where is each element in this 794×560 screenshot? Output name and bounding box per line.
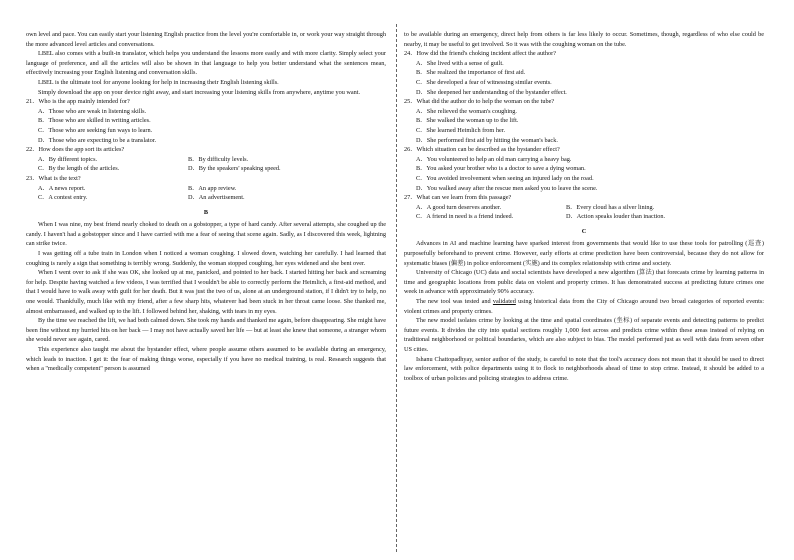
passage-c-paragraph: The new model isolates crime by looking at the time and spatial coordinates (坐标) of separate events and detecting patterns to predict future events. It divides the city into spatial sections roughly 1,000 feet across and predicts crime within these areas instead of relying on traditional neighborhood or political boundaries, which are also subject to bias. The model performed just as well with data from seven other US cities. [404,317,764,353]
question-22-option-c: C．By the length of the articles. [38,165,120,173]
question-26-option-a: A．You volunteered to help an old man carrying a heavy bag. [416,155,572,163]
passage-b-paragraph: By the time we reached the lift, we had both calmed down. She took my hands and thanked me again, before disappearing. She might have been fine without my hurried hits on her back — I may not have actually saved her life — but at least she knew that someone, a stranger whom she would never see again, cared. [26,317,386,344]
text-fragment: The new tool was tested and [416,298,493,306]
question-23-option-b: B．An app review. [188,184,237,192]
question-24-option-b: B．She realized the importance of first aid. [416,69,526,77]
passage-b-paragraph: This experience also taught me about the bystander effect, where people assume others assumed to be available during an emergency, which leads to inaction. I get it: the fear of making things worse, especially if you have no medical training, is real. Research suggests that when a "medically competent" person is assumed [26,346,386,373]
passage-a-paragraph: Simply download the app on your device right away, and start increasing your listening skills from anywhere, anytime you want. [38,88,361,96]
question-27-option-a: A．A good turn deserves another. [416,203,502,211]
question-21-option-c: C．Those who are seeking fun ways to learn. [38,126,153,134]
question-22-stem: 22．How does the app sort its articles? [26,146,125,154]
question-24-option-a: A．She lived with a sense of guilt. [416,59,504,67]
question-21-option-d: D．Those who are expecting to be a translator. [38,136,157,144]
question-26-option-d: D．You walked away after the rescue men asked you to leave the scene. [416,184,598,192]
question-22-option-b: B．By difficulty levels. [188,155,249,163]
question-22-option-a: A．By different topics. [38,155,98,163]
question-27-option-c: C．A friend in need is a friend indeed. [416,213,514,221]
question-26-stem: 26．Which situation can be described as the bystander effect? [404,146,560,154]
question-25-option-c: C．She learned Heimlich from her. [416,126,506,134]
question-27-options [404,203,764,222]
question-25-option-d: D．She performed first aid by hitting the woman's back. [416,136,558,144]
passage-b-paragraph: When I was nine, my best friend nearly choked to death on a gobstopper, a type of hard candy. After several attempts, she coughed up the candy. I haven't had a gobstopper since and I have carried with me a fear of seeing that scene again. Sadly, as I discovered this week, lightning can strike twice. [26,221,386,248]
question-23-options [26,184,386,203]
right-column [404,30,764,383]
question-26-option-c: C．You avoided involvement when seeing an injured lady on the road. [416,174,594,182]
question-26-option-b: B．You asked your brother who is a doctor to save a dying woman. [416,165,586,173]
question-23-option-a: A．A news report. [38,184,86,192]
passage-c-paragraph-validated [404,297,764,316]
question-27-option-b: B．Every cloud has a silver lining. [566,203,655,211]
question-22-options [26,155,386,174]
question-25-option-b: B．She walked the woman up to the lift. [416,117,519,125]
question-27-option-d: D．Action speaks louder than inaction. [566,213,666,221]
passage-b-paragraph: I was getting off a tube train in London when I noticed a woman coughing. I slowed down, watching her carefully. I had learned that coughing is rarely a sign that something is terribly wrong. Suddenly, the woman stopped coughing, her eyes widened and she bent over. [26,250,386,267]
question-21-option-a: A．Those who are weak in listening skills. [38,107,147,115]
passage-c-paragraph: Ishanu Chattopadhyay, senior author of the study, is careful to note that the tool's accuracy does not mean that it should be used to direct law enforcement, with police departments using it to flock to neighborhoods ahead of time to stop crime. Instead, it should be added to a toolbox of urban policies and policing strategies to address crime. [404,355,764,382]
passage-c-paragraph: Advances in AI and machine learning have sparked interest from governments that would like to use these tools for patrolling (巡查) purposefully beforehand to prevent crime. However, early efforts at crime prediction have been controversial, because they do not allow for systematic biases (偏差) in police enforcement (实施) and its complex relationship with crime and society. [404,240,764,267]
text-fragment: using historical data from the City of Chicago around two broad categories of reported events: violent crimes and property crimes. [404,298,764,315]
question-22-option-d: D．By the speakers' speaking speed. [188,165,281,173]
section-b-title: B [203,208,209,216]
question-24-option-c: C．She developed a fear of witnessing similar events. [416,78,552,86]
passage-c-paragraph: University of Chicago (UC) data and social scientists have developed a new algorithm (算法) that forecasts crime by learning patterns in time and geographic locations from public data on violent and property crimes. It has demonstrated success at predicting future crimes one week in advance with approximately 90% accuracy. [404,269,764,296]
question-24-option-d: D．She deepened her understanding of the bystander effect. [416,88,567,96]
question-25-option-a: A．She relieved the woman's coughing. [416,107,517,115]
column-divider [396,24,398,552]
question-25-stem: 25．What did the author do to help the woman on the tube? [404,98,555,106]
question-23-stem: 23．What is the text? [26,174,81,182]
question-21-option-b: B．Those who are skilled in writing articles. [38,117,151,125]
passage-a-paragraph: own level and pace. You can easily start your listening English practice from the level you're comfortable in, or work your way straight through the more advanced level articles and conversations. [26,31,386,48]
question-21-stem: 21．Who is the app mainly intended for? [26,98,130,106]
passage-a-paragraph: LBEL is the ultimate tool for anyone looking for help in increasing their English listening skills. [38,78,279,86]
section-c-title: C [581,227,587,235]
question-27-stem: 27．What can we learn from this passage? [404,194,512,202]
passage-b-continuation: to be available during an emergency, direct help from others is far less likely to occur. Sometimes, though, regardless of who else could be nearby, it may be useful to get involved. So it was with the coughing woman on the tube. [404,31,764,48]
question-23-option-d: D．An advertisement. [188,194,245,202]
passage-b-paragraph: When I went over to ask if she was OK, she looked up at me, panicked, and pointed to her back. I started hitting her back and screaming for help. Despite having watched a few videos, I was terrified that I wouldn't be able to correctly perform the Heimlich, a first-aid method, and that I would have to walk away with guilt for her death. But it was just the two of us, alone at an underground station, if I didn't try to help, no one would. Thankfully, much like with my friend, after a few sharp hits, whatever had been stuck in her throat came loose. She thanked me, almost embarrassed, and walked up to the lift. I followed behind her, shaking, with tears in my eyes. [26,269,386,315]
passage-a-paragraph: LBEL also comes with a built-in translator, which helps you understand the lessons more easily and with more clarity. Simply select your language of preference, and all the articles will also be shown in that language to help you better understand what the sentences mean, effectively increasing your English listening and conversation skills. [26,50,386,77]
question-23-option-c: C．A contest entry. [38,194,88,202]
underlined-word: validated [492,298,516,306]
left-column [26,30,386,374]
question-24-stem: 24．How did the friend's choking incident affect the author? [404,50,557,58]
